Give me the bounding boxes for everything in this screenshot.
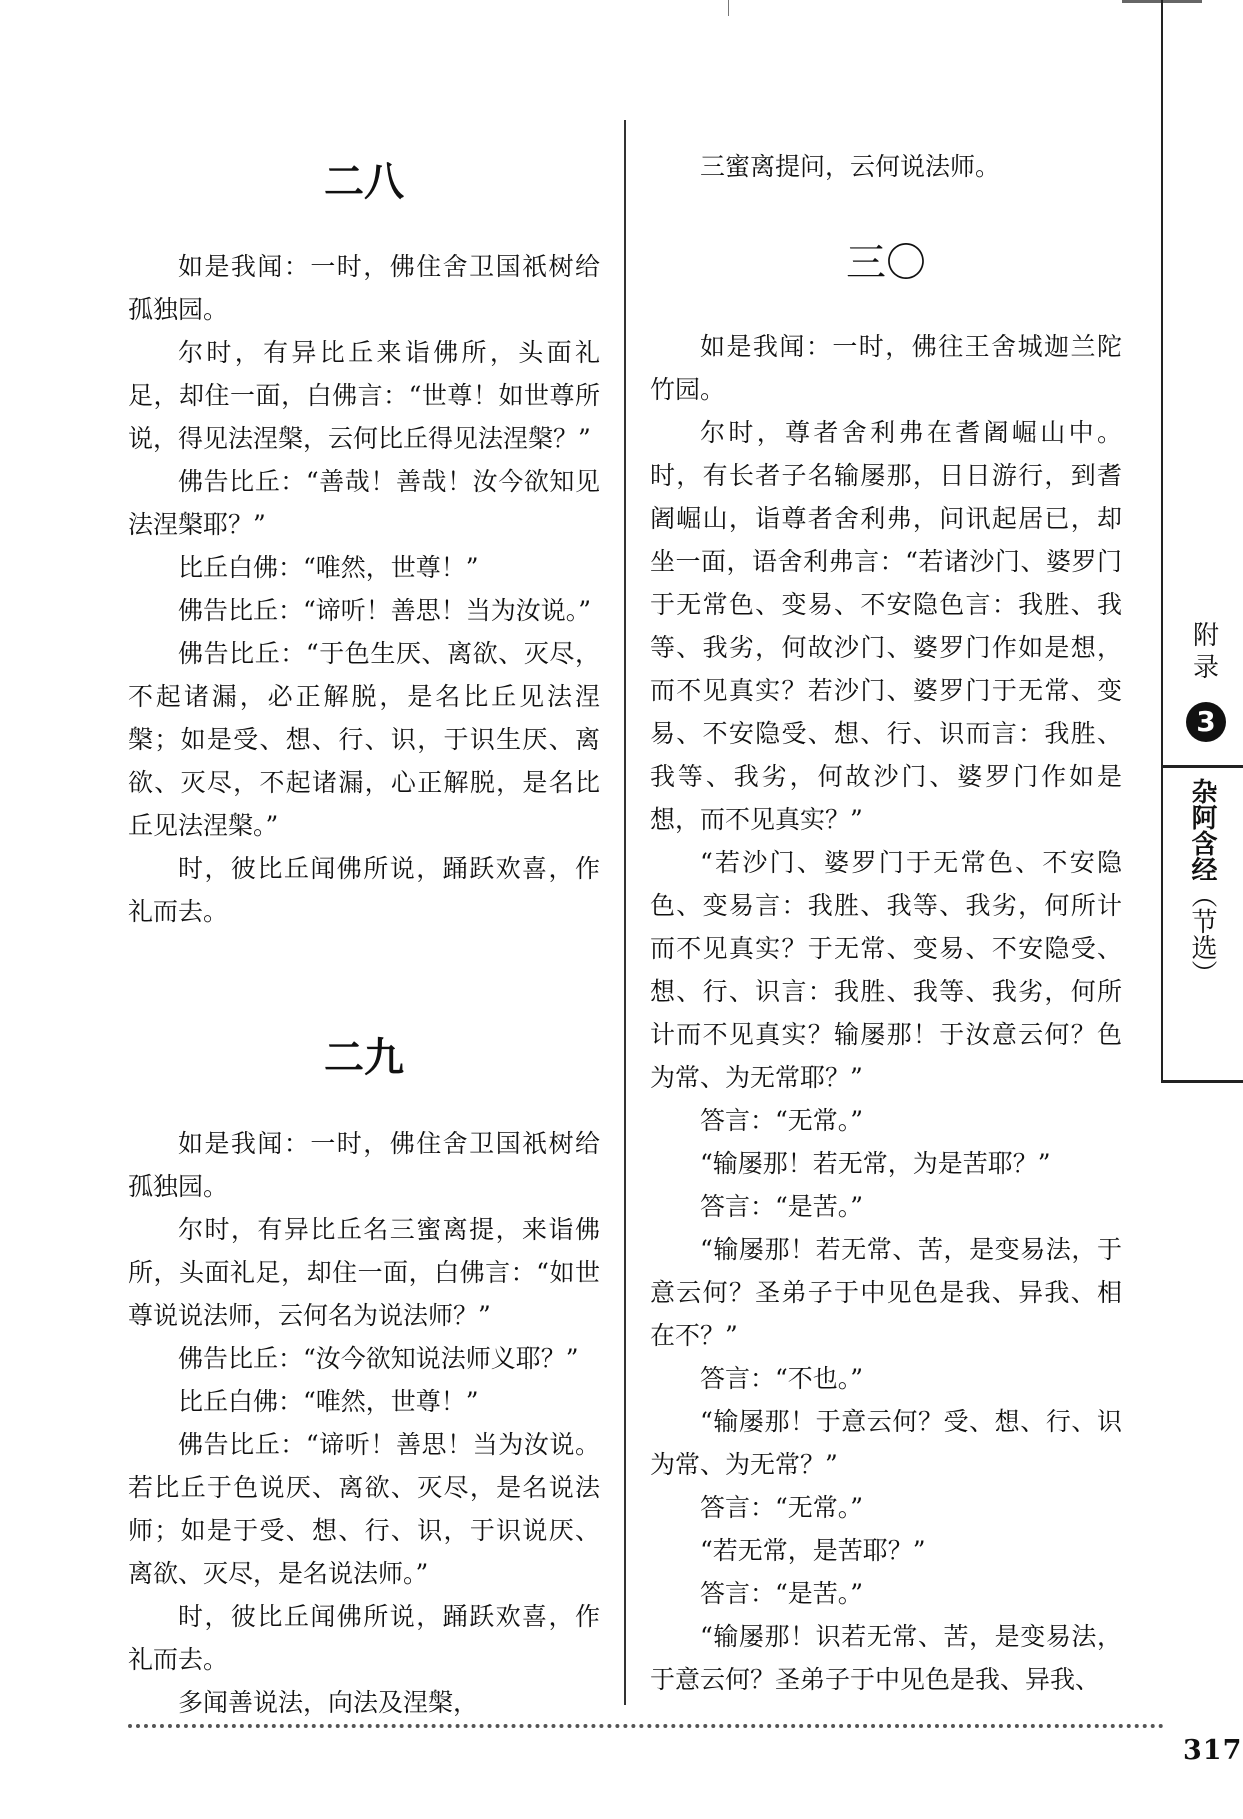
paragraph: 尔时，有异比丘名三蜜离提，来诣佛所，头面礼足，却住一面，白佛言：“如世尊说说法师，云何名为说法师？” xyxy=(128,1215,600,1330)
section-title: 二八 xyxy=(324,158,404,205)
page-number: 317 xyxy=(1183,1735,1243,1766)
paragraph: 时，彼比丘闻佛所说，踊跃欢喜，作礼而去。 xyxy=(128,1602,600,1674)
right-column xyxy=(650,0,1122,1701)
section-title: 二九 xyxy=(324,1034,404,1081)
section-28 xyxy=(128,152,600,933)
paragraph: 佛告比丘：“善哉！善哉！汝今欲知见法涅槃耶？” xyxy=(128,467,600,539)
paragraph: “输屡那！于意云何？受、想、行、识为常、为无常？” xyxy=(650,1407,1122,1479)
book-title-vertical xyxy=(1187,778,1227,986)
paragraph: 答言：“不也。” xyxy=(700,1364,864,1393)
section-title: 三〇 xyxy=(846,240,926,286)
section-29 xyxy=(128,1028,600,1724)
paragraph: 如是我闻：一时，佛往王舍城迦兰陀竹园。 xyxy=(650,332,1122,404)
section-30 xyxy=(650,233,1122,1701)
appendix-number-badge: 3 xyxy=(1186,702,1226,742)
paragraph: “若沙门、婆罗门于无常色、不安隐色、变易言：我胜、我等、我劣，何所计而不见真实？于无常、变易、不安隐受、想、行、识言：我胜、我等、我劣，何所计而不见真实？输屡那！于汝意云何？色为常、为无常耶？” xyxy=(650,848,1122,1092)
paragraph: 尔时，尊者舍利弗在耆阇崛山中。时，有长者子名输屡那，日日游行，到耆阇崛山，诣尊者舍利弗，问讯起居已，却坐一面，语舍利弗言：“若诸沙门、婆罗门于无常色、变易、不安隐色言：我胜、我等、我劣，何故沙门、婆罗门作如是想，而不见真实？若沙门、婆罗门于无常、变易、不安隐受、想、行、识而言：我胜、我等、我劣，何故沙门、婆罗门作如是想，而不见真实？” xyxy=(650,418,1122,834)
book-title: 杂阿含经 xyxy=(1187,778,1217,882)
paragraph: 答言：“是苦。” xyxy=(700,1192,864,1221)
paragraph: 佛告比丘：“谛听！善思！当为汝说。若比丘于色说厌、离欲、灭尽，是名说法师；如是于受、想、行、识，于识说厌、离欲、灭尽，是名说法师。” xyxy=(128,1430,600,1588)
book-subtitle: （节选） xyxy=(1187,882,1217,986)
paragraph: “输屡那！若无常、苦，是变易法，于意云何？圣弟子于中见色是我、异我、相在不？” xyxy=(650,1235,1122,1350)
left-column xyxy=(128,0,600,1724)
side-tab-rule xyxy=(1161,0,1163,1080)
paragraph: 答言：“是苦。” xyxy=(700,1579,864,1608)
footer-rule xyxy=(128,1724,1164,1728)
paragraph: 如是我闻：一时，佛住舍卫国祇树给孤独园。 xyxy=(128,252,600,324)
paragraph: 时，彼比丘闻佛所说，踊跃欢喜，作礼而去。 xyxy=(128,854,600,926)
side-tab-divider xyxy=(1161,1080,1243,1083)
side-tab-divider xyxy=(1161,765,1243,768)
paragraph: “输屡那！识若无常、苦，是变易法，于意云何？圣弟子于中见色是我、异我、 xyxy=(650,1622,1122,1694)
paragraph: 佛告比丘：“谛听！善思！当为汝说。” xyxy=(178,596,592,625)
verse-carryover: 三蜜离提问，云何说法师。 xyxy=(700,152,1001,181)
paragraph: 答言：“无常。” xyxy=(700,1493,864,1522)
paragraph: 答言：“无常。” xyxy=(700,1106,864,1135)
appendix-label: 附录 xyxy=(1192,621,1219,683)
paragraph: 多闻善说法，向法及涅槃， xyxy=(178,1688,479,1717)
column-divider xyxy=(624,120,626,1705)
paragraph: “输屡那！若无常，为是苦耶？” xyxy=(700,1149,1051,1178)
paragraph: “若无常，是苦耶？” xyxy=(700,1536,926,1565)
paragraph: 比丘白佛：“唯然，世尊！” xyxy=(178,1387,479,1416)
paragraph: 佛告比丘：“汝今欲知说法师义耶？” xyxy=(178,1344,579,1373)
paragraph: 如是我闻：一时，佛住舍卫国祇树给孤独园。 xyxy=(128,1129,600,1201)
paragraph: 尔时，有异比丘来诣佛所，头面礼足，却住一面，白佛言：“世尊！如世尊所说，得见法涅槃，云何比丘得见法涅槃？” xyxy=(128,338,600,453)
paragraph: 比丘白佛：“唯然，世尊！” xyxy=(178,553,479,582)
paragraph: 佛告比丘：“于色生厌、离欲、灭尽，不起诸漏，必正解脱，是名比丘见法涅槃；如是受、想、行、识，于识生厌、离欲、灭尽，不起诸漏，心正解脱，是名比丘见法涅槃。” xyxy=(128,639,600,840)
